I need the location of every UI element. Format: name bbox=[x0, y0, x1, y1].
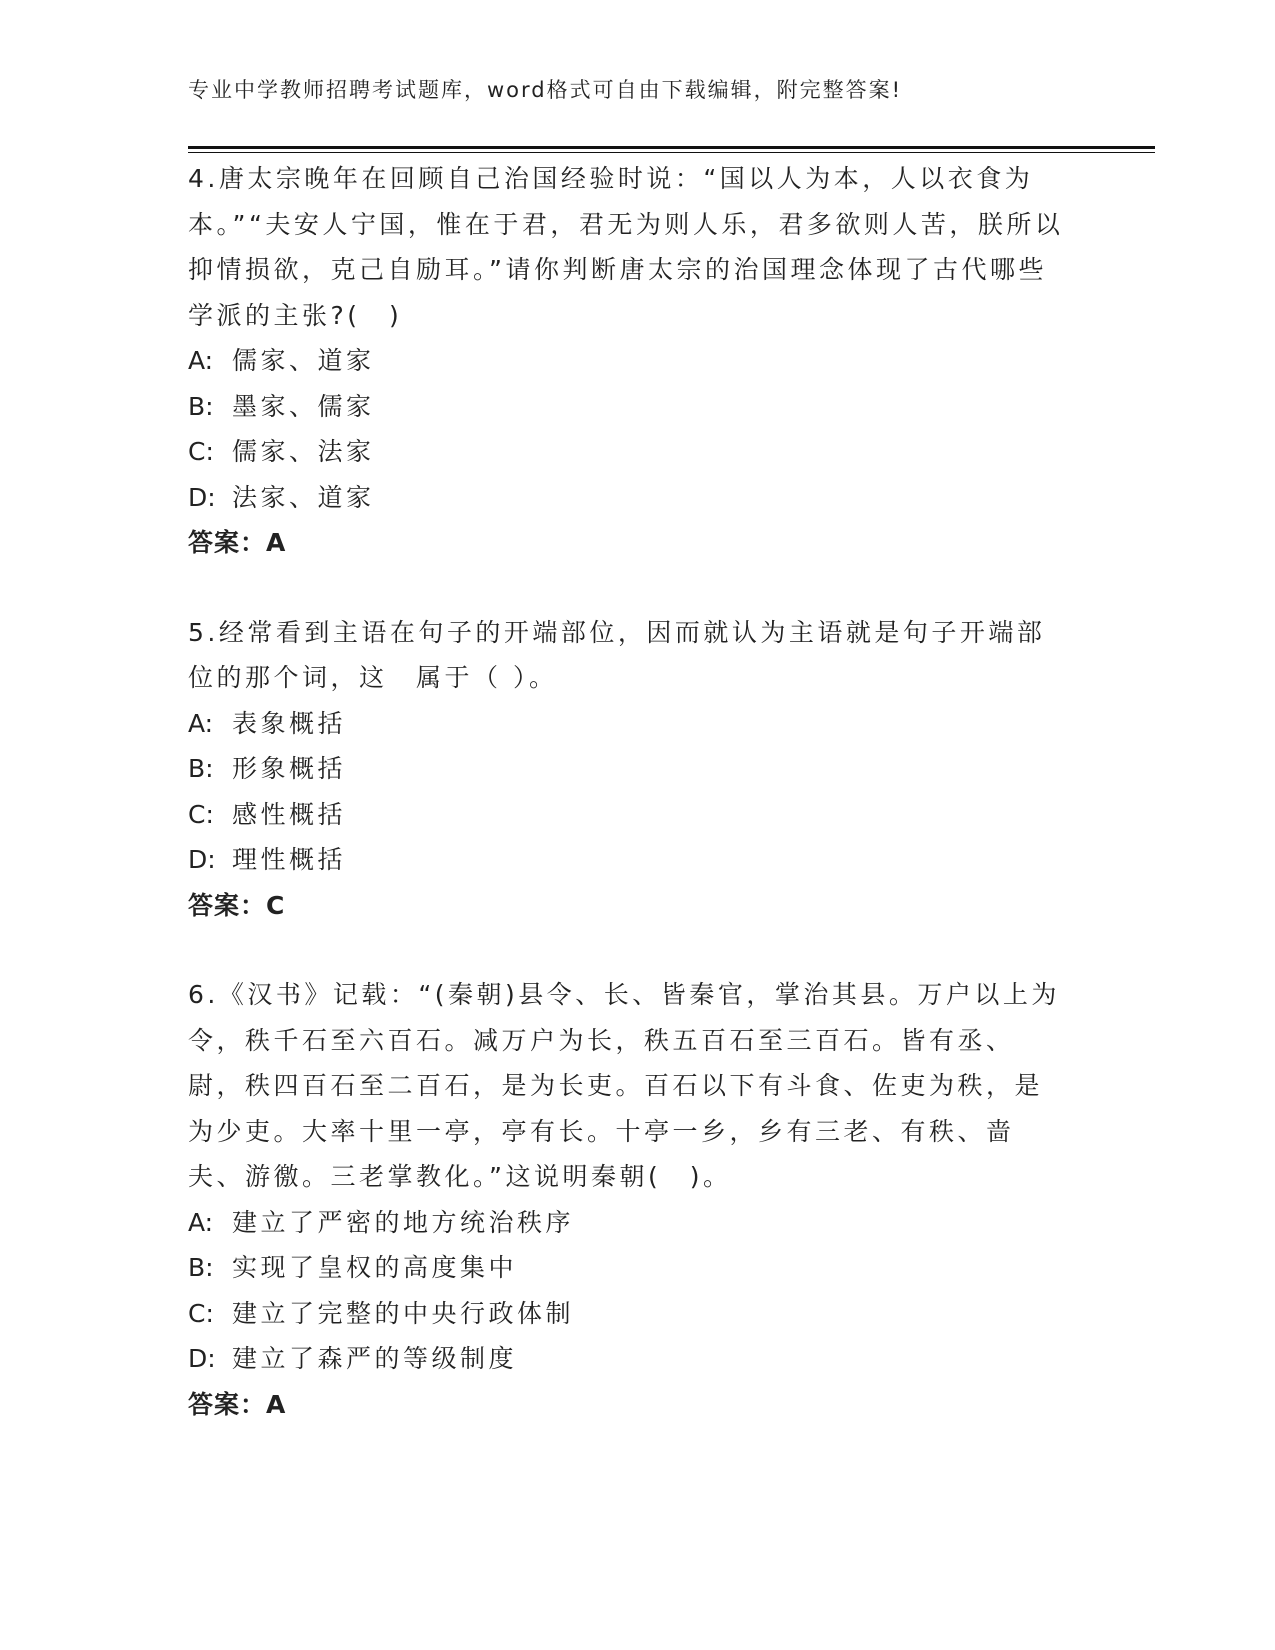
option-letter: D: bbox=[188, 1344, 216, 1373]
answer-line: 答案：A bbox=[188, 1389, 287, 1419]
option-letter: D: bbox=[188, 845, 216, 874]
question-stem: 4.唐太宗晚年在回顾自己治国经验时说：“国以人为本，人以衣食为本。”“夫安人宁国，惟在于君，君无为则人乐，君多欲则人苦，朕所以抑情损欲，克己自励耳。”请你判断唐太宗的治国理念体现了古代哪些学派的主张?( ) bbox=[188, 164, 1064, 330]
option-letter: C: bbox=[188, 799, 214, 829]
header-rule-thin bbox=[188, 152, 1155, 153]
option-text: 实现了皇权的高度集中 bbox=[232, 1253, 518, 1282]
option-text: 感性概括 bbox=[232, 799, 347, 829]
option-text: 形象概括 bbox=[232, 754, 347, 783]
option-text: 建立了严密的地方统治秩序 bbox=[232, 1207, 575, 1237]
option-d bbox=[188, 837, 1068, 883]
option-text: 理性概括 bbox=[232, 845, 347, 874]
option-text: 墨家、儒家 bbox=[232, 391, 375, 421]
option-text: 儒家、道家 bbox=[232, 346, 375, 375]
option-d bbox=[188, 1336, 1068, 1382]
option-c bbox=[188, 792, 1068, 838]
option-text: 儒家、法家 bbox=[232, 437, 375, 466]
option-d bbox=[188, 475, 1068, 521]
option-letter: D: bbox=[188, 482, 216, 512]
page-header: 专业中学教师招聘考试题库，word格式可自由下载编辑，附完整答案! bbox=[188, 78, 903, 102]
question-stem: 6.《汉书》记载：“(秦朝)县令、长、皆秦官，掌治其县。万户以上为令，秩千石至六百石。减万户为长，秩五百石至三百石。皆有丞、尉，秩四百石至二百石，是为长吏。百石以下有斗食、佐吏为秩，是为少吏。大率十里一亭，亭有长。十亭一乡，乡有三老、有秩、啬夫、游徼。三老掌教化。”这说明秦朝( )。 bbox=[188, 980, 1060, 1191]
option-letter: A: bbox=[188, 708, 214, 738]
option-a bbox=[188, 701, 1068, 747]
option-a bbox=[188, 1200, 1068, 1246]
option-letter: A: bbox=[188, 1207, 214, 1237]
answer-line: 答案：A bbox=[188, 528, 287, 557]
answer-line: 答案：C bbox=[188, 890, 286, 920]
option-text: 表象概括 bbox=[232, 708, 347, 738]
question-list bbox=[188, 156, 1068, 1471]
option-letter: B: bbox=[188, 1253, 214, 1282]
option-c bbox=[188, 429, 1068, 475]
option-b bbox=[188, 384, 1068, 430]
question-6 bbox=[188, 972, 1068, 1427]
option-b bbox=[188, 746, 1068, 792]
option-text: 法家、道家 bbox=[232, 482, 375, 512]
option-letter: C: bbox=[188, 1298, 214, 1328]
option-a bbox=[188, 338, 1068, 384]
question-4 bbox=[188, 156, 1068, 566]
header-rule-thick bbox=[188, 146, 1155, 149]
option-letter: C: bbox=[188, 437, 214, 466]
option-letter: B: bbox=[188, 391, 214, 421]
question-stem: 5.经常看到主语在句子的开端部位，因而就认为主语就是句子开端部位的那个词，这 属于（ ）。 bbox=[188, 617, 1046, 692]
option-text: 建立了完整的中央行政体制 bbox=[232, 1298, 575, 1328]
option-letter: B: bbox=[188, 754, 214, 783]
option-c bbox=[188, 1291, 1068, 1337]
question-5 bbox=[188, 610, 1068, 929]
option-text: 建立了森严的等级制度 bbox=[232, 1344, 518, 1373]
option-b bbox=[188, 1245, 1068, 1291]
option-letter: A: bbox=[188, 346, 214, 375]
